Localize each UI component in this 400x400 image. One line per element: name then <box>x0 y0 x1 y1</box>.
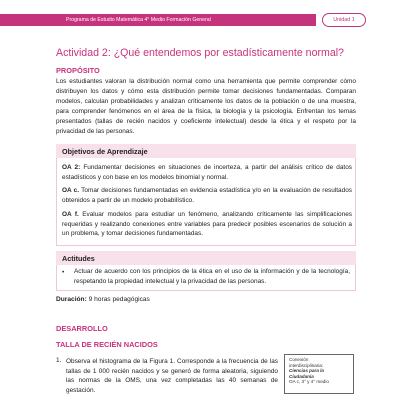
oa-code: OA c. <box>62 187 80 194</box>
conexion-box <box>284 354 354 394</box>
actitudes-header <box>56 251 356 265</box>
conexion-oa: OA c, 3° y 4° medio <box>289 379 329 385</box>
page-title: Actividad 2: ¿Qué entendemos por estadísticamente normal? <box>56 47 344 59</box>
objetivos-header <box>56 144 356 158</box>
unit-badge-label: Unidad 1 <box>333 17 355 23</box>
oa-text: Evaluar modelos para estudiar un fenómeno, analizando críticamente las simplificaciones requeridas y realizando conexiones entre variables para predecir posibles escenarios de solución a un problema, y tomar decisiones fundamentadas. <box>62 211 353 237</box>
unit-badge <box>322 13 366 27</box>
bullet-icon: • <box>62 269 65 276</box>
program-banner <box>0 14 316 26</box>
desarrollo-heading: DESARROLLO <box>56 324 108 333</box>
duracion-value: 9 horas pedagógicas <box>86 296 150 303</box>
conexion-line: interdisciplinaria: <box>289 362 324 368</box>
duracion-label: Duración: <box>56 296 87 303</box>
oa-item <box>62 163 352 182</box>
objetivos-title: Objetivos de Aprendizaje <box>62 146 148 156</box>
proposito-paragraph: Los estudiantes valoran la distribución normal como una herramienta que permite comprender cómo distribuyen los datos y cómo esta distribución permite tomar decisiones fundamentadas. Comparan modelos, calculan probabilidades y analizan críticamente los datos de la población o de una muestra, para comprender fenómenos en el área de la física, la biología y la psicología. Enfrentan los temas presentados (tallas de recién nacidos y coeficiente intelectual) desde la ética y el respeto por la privacidad de las personas. <box>56 78 356 135</box>
program-line: Programa de Estudio Matemática 4° Medio Formación General <box>66 17 211 23</box>
oa-code: OA f. <box>62 211 79 218</box>
oa-code: OA 2: <box>62 164 81 171</box>
oa-item <box>62 210 352 239</box>
conexion-subject: Ciencias para la <box>289 368 324 374</box>
conexion-line: Conexión <box>289 357 309 362</box>
step-number: 1. <box>56 357 62 364</box>
proposito-heading: PROPÓSITO <box>56 66 100 75</box>
conexion-subject: Ciudadanía <box>289 373 314 379</box>
oa-item <box>62 186 352 205</box>
oa-text: Tomar decisiones fundamentadas en evidencia estadística y/o en la evaluación de resultados obtenidos a partir de un modelo probabilístico. <box>62 187 353 204</box>
step-text: Observa el histograma de la Figura 1. Corresponde a la frecuencia de las tallas de 1 000 recién nacidos y se generó de forma aleatoria, siguiendo las normas de la OMS, una vez completadas las 40 semanas de gestación. <box>66 358 278 394</box>
talla-heading: TALLA DE RECIÉN NACIDOS <box>56 340 158 349</box>
actitud-text: Actuar de acuerdo con los principios de la ética en el uso de la información y de la tecnología, respetando la propiedad intelectual y la privacidad de las personas. <box>74 268 350 285</box>
actitudes-title: Actitudes <box>62 253 95 263</box>
page-header <box>0 0 400 36</box>
duracion-line <box>56 296 150 303</box>
oa-text: Fundamentar decisiones en situaciones de incerteza, a partir del análisis crítico de datos estadísticos y con base en los modelos binomial y normal. <box>62 164 353 181</box>
